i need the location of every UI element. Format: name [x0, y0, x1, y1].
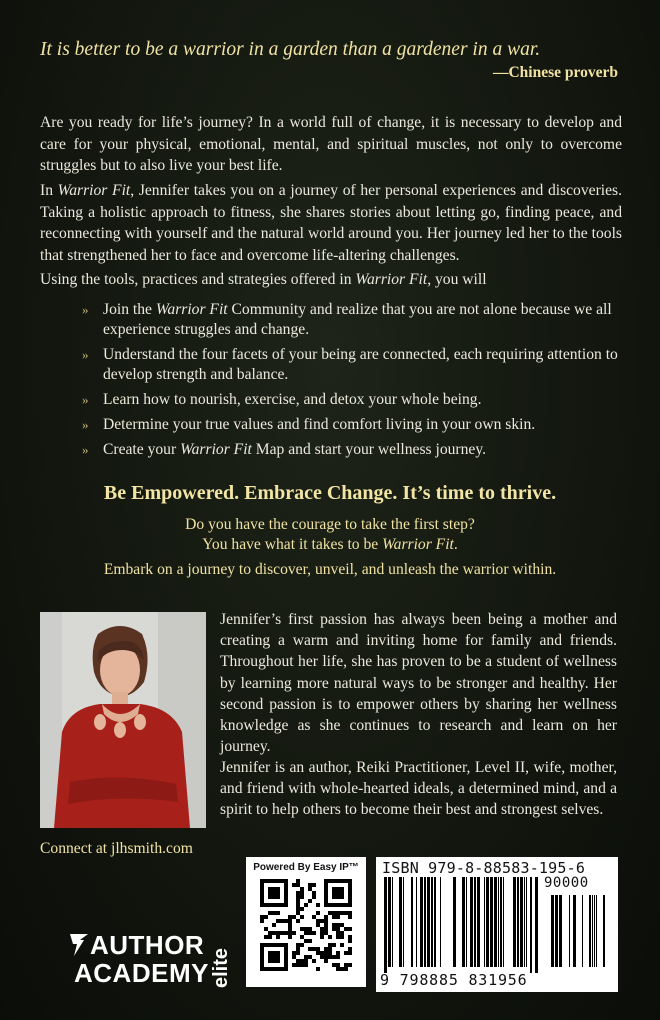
isbn-barcode [376, 857, 618, 992]
author-website-link[interactable]: Connect at jlhsmith.com [40, 840, 193, 857]
list-item: » Understand the four facets of your being are connected, each requiring attention to develop strength and balance. [82, 346, 618, 383]
chevron-right-icon: » [82, 302, 89, 317]
book-title: Warrior Fit [57, 182, 131, 199]
publisher-line-2: ACADEMY [74, 958, 209, 988]
tagline: Be Empowered. Embrace Change. It’s time to thrive. [103, 482, 557, 504]
list-item: » Join the Warrior Fit Community and realize that you are not alone because we all experience struggles and change. [82, 301, 612, 338]
chevron-right-icon: » [82, 417, 89, 432]
author-photo [40, 612, 206, 828]
benefits-list [82, 300, 622, 465]
list-item: » Determine your true values and find comfort living in your own skin. [82, 416, 536, 433]
intro-paragraph-2: In Warrior Fit, Jennifer takes you on a journey of her personal experiences and discoveries. Taking a holistic approach to fitness, she shares stories about letting go, finding peace, and reconnecting with yourself and the natural world around you. Her journey led her to the tools that strengthened her to face and overcome life-altering challenges. [40, 182, 622, 264]
publisher-line-1: AUTHOR [90, 930, 205, 960]
epigraph-attribution: —Chinese proverb [492, 64, 618, 81]
author-bio-paragraph-1: Jennifer’s first passion has always been being a mother and creating a warm and inviting home for family and friends. Throughout her life, she has proven to be a student of wellness by learning more natural ways to be stronger and healthy. Her second passion is to empower others by sharing her wellness knowledge as she continues to research and learn on her journey. [220, 611, 617, 756]
chevron-right-icon: » [82, 347, 89, 362]
answer-line: You have what it takes to be Warrior Fit. [202, 536, 458, 553]
price-code: 90000 [544, 875, 589, 891]
barcode-digits: 9 798885 831956 [380, 971, 528, 989]
book-title: Warrior Fit [355, 271, 428, 288]
isbn-label: ISBN 979-8-88583-195-6 [382, 859, 586, 877]
intro-paragraph-3: Using the tools, practices and strategies offered in Warrior Fit, you will [40, 271, 487, 288]
question-line: Do you have the courage to take the first step? [185, 516, 475, 533]
chevron-right-icon: » [82, 442, 89, 457]
qr-caption: Powered By Easy IP™ [253, 862, 359, 873]
embark-line: Embark on a journey to discover, unveil, and unleash the warrior within. [103, 561, 557, 578]
qr-code-panel [246, 857, 366, 987]
quill-icon [68, 932, 90, 958]
publisher-line-3: elite [210, 947, 232, 988]
list-item: » Learn how to nourish, exercise, and detox your whole being. [82, 391, 482, 408]
author-bio-paragraph-2: Jennifer is an author, Reiki Practitioner, Level II, wife, mother, and friend with whole-hearted ideals, a determined mind, and a spirit to help others to become their best and strongest selves. [220, 759, 617, 819]
chevron-right-icon: » [82, 392, 89, 407]
list-item: » Create your Warrior Fit Map and start your wellness journey. [82, 441, 487, 458]
epigraph-quote: It is better to be a warrior in a garden than a gardener in a war. [40, 39, 541, 60]
qr-code-icon[interactable] [260, 879, 352, 971]
intro-paragraph-1: Are you ready for life’s journey? In a world full of change, it is necessary to develop and care for your physical, emotional, mental, and spiritual muscles, not only to overcome struggles but to also live your best life. [40, 114, 622, 174]
publisher-logo [68, 930, 238, 990]
